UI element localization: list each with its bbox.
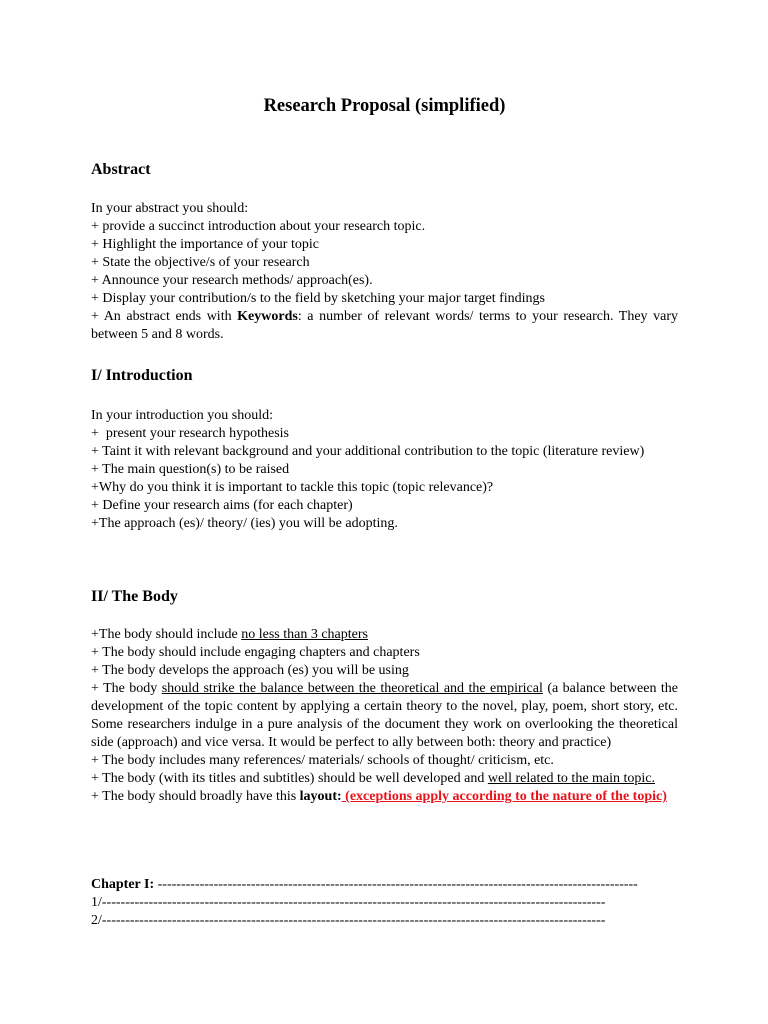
chapter-subline: 2/------------------------------------------------------------------------------------------------------------ — [91, 913, 606, 928]
keywords-description: : a number of relevant words/ terms to your research. They vary between 5 and 8 words. — [91, 309, 678, 342]
introduction-section — [91, 407, 678, 533]
body-item — [91, 680, 678, 752]
introduction-item: +The approach (es)/ theory/ (ies) you will be adopting. — [91, 516, 398, 531]
introduction-item: + The main question(s) to be raised — [91, 462, 290, 477]
abstract-item: + Display your contribution/s to the field by sketching your major target findings — [91, 291, 546, 306]
abstract-item: + Highlight the importance of your topic — [91, 237, 319, 252]
body-item-underlined: should strike the balance between the theoretical and the empirical — [161, 681, 543, 696]
body-section — [91, 626, 678, 806]
body-item-text: + The body should broadly have this — [91, 789, 300, 804]
introduction-heading: I/ Introduction — [91, 367, 193, 384]
chapter-dashes: ------------------------------------------------------------------------------------------------------- — [157, 877, 638, 892]
abstract-item: + State the objective/s of your research — [91, 255, 310, 270]
abstract-heading: Abstract — [91, 161, 151, 178]
body-heading: II/ The Body — [91, 588, 178, 605]
body-item: + The body should include engaging chapters and chapters — [91, 645, 420, 660]
abstract-item: + provide a succinct introduction about your research topic. — [91, 219, 426, 234]
introduction-item: + Define your research aims (for each chapter) — [91, 498, 353, 513]
chapter-line — [91, 876, 678, 894]
introduction-intro: In your introduction you should: — [91, 408, 273, 423]
introduction-item: + present your research hypothesis — [91, 426, 290, 441]
body-item-text: + The body (with its titles and subtitles) should be well developed and — [91, 771, 488, 786]
keywords-prefix: + An abstract ends with — [91, 309, 238, 324]
introduction-item: + Taint it with relevant background and your additional contribution to the topic (literature review) — [91, 444, 645, 459]
abstract-section — [91, 200, 678, 344]
chapter-outline — [91, 876, 678, 930]
abstract-keywords-item — [91, 308, 678, 344]
body-item-text: + The body — [91, 681, 162, 696]
page-title: Research Proposal (simplified) — [263, 96, 506, 116]
body-item-text: (a balance between the development of the topic content by applying a certain theory to the novel, play, poem, short story, etc. Some researchers indulge in a pure analysis of the document they work on overlooking the theoretical side (approach) and vice versa. It would be perfect to ally between both: theory and practice) — [91, 681, 678, 750]
keywords-term: Keywords — [237, 309, 298, 324]
body-item-underlined: no less than 3 chapters — [241, 627, 368, 642]
exceptions-note: (exceptions apply according to the nature of the topic) — [341, 789, 667, 804]
body-item — [91, 626, 678, 644]
body-item — [91, 770, 678, 788]
abstract-item: + Announce your research methods/ approach(es). — [91, 273, 373, 288]
body-item-text: +The body should include — [91, 627, 242, 642]
layout-label: layout: — [299, 789, 342, 804]
body-item — [91, 788, 678, 806]
body-item: + The body develops the approach (es) you will be using — [91, 663, 409, 678]
abstract-intro: In your abstract you should: — [91, 201, 249, 216]
introduction-item: +Why do you think it is important to tackle this topic (topic relevance)? — [91, 480, 494, 495]
chapter-label: Chapter I: — [91, 877, 158, 892]
body-item-underlined: well related to the main topic. — [487, 771, 656, 786]
body-item: + The body includes many references/ materials/ schools of thought/ criticism, etc. — [91, 753, 554, 768]
chapter-subline: 1/------------------------------------------------------------------------------------------------------------ — [91, 895, 606, 910]
